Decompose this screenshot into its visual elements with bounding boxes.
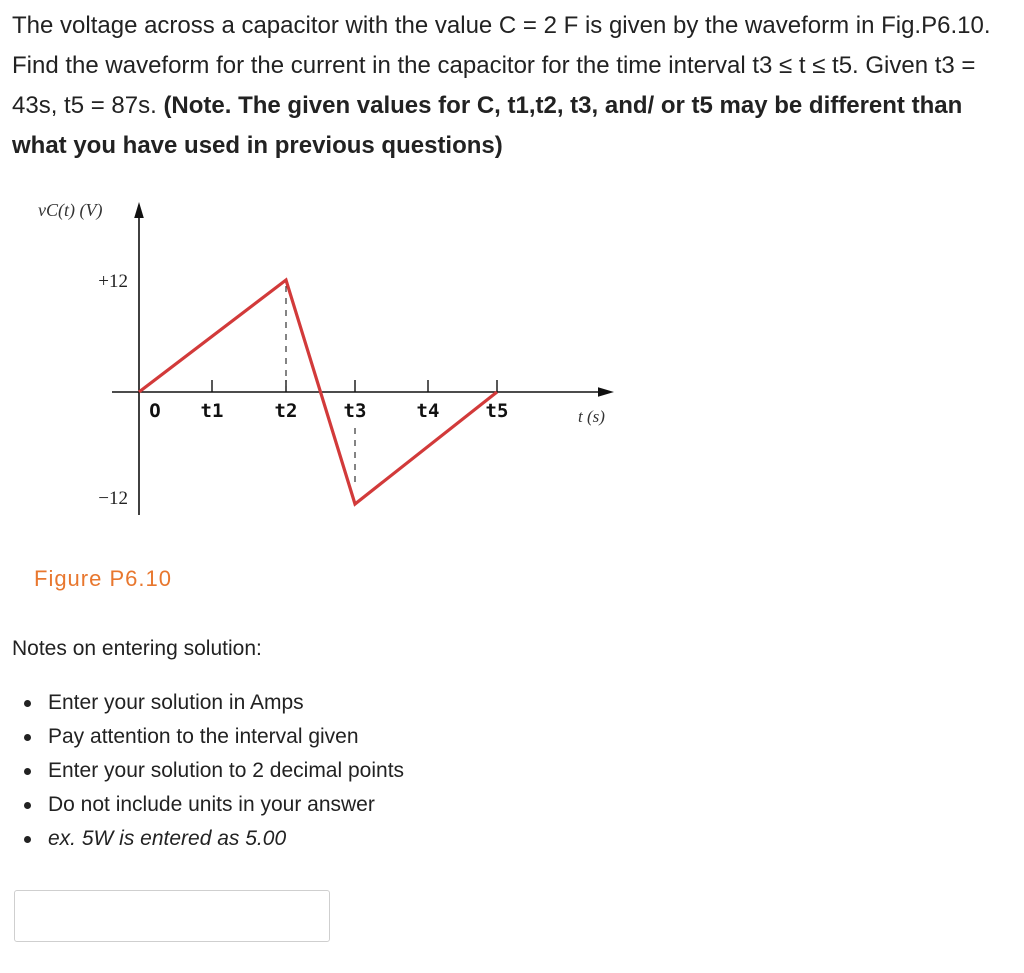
notes-list xyxy=(12,686,404,856)
x-tick-label: O xyxy=(149,400,161,422)
y-tick-label: −12 xyxy=(98,488,128,509)
note-item: ex. 5W is entered as 5.00 xyxy=(12,822,404,856)
notes-heading: Notes on entering solution: xyxy=(12,637,262,660)
x-tick-label: t4 xyxy=(416,400,440,422)
note-item: Enter your solution in Amps xyxy=(12,686,404,720)
y-axis-label: vC(t) (V) xyxy=(38,200,103,220)
note-item: Enter your solution to 2 decimal points xyxy=(12,754,404,788)
x-tick-label: t1 xyxy=(200,400,224,422)
note-item: Pay attention to the interval given xyxy=(12,720,404,754)
voltage-waveform-figure xyxy=(0,190,640,540)
note-item: Do not include units in your answer xyxy=(12,788,404,822)
question-text xyxy=(12,6,1016,166)
y-tick-label: +12 xyxy=(98,271,128,292)
question-note: (Note. The given values for C, t1,t2, t3, and/ or t5 may be different than what you have used in previous questions) xyxy=(12,92,963,159)
x-tick-label: t3 xyxy=(343,400,367,422)
x-axis-label: t (s) xyxy=(578,407,605,426)
question-body: The voltage across a capacitor with the value C = 2 F is given by the waveform in Fig.P6.10. Find the waveform for the current in the capacitor for the time interval t3 ≤ t ≤ t5. Given t3 = 43s, t5 = 87s. xyxy=(12,12,991,119)
answer-input[interactable] xyxy=(14,890,330,942)
x-tick-label: t5 xyxy=(485,400,509,422)
x-tick-label: t2 xyxy=(274,400,298,422)
figure-caption: Figure P6.10 xyxy=(34,566,172,591)
